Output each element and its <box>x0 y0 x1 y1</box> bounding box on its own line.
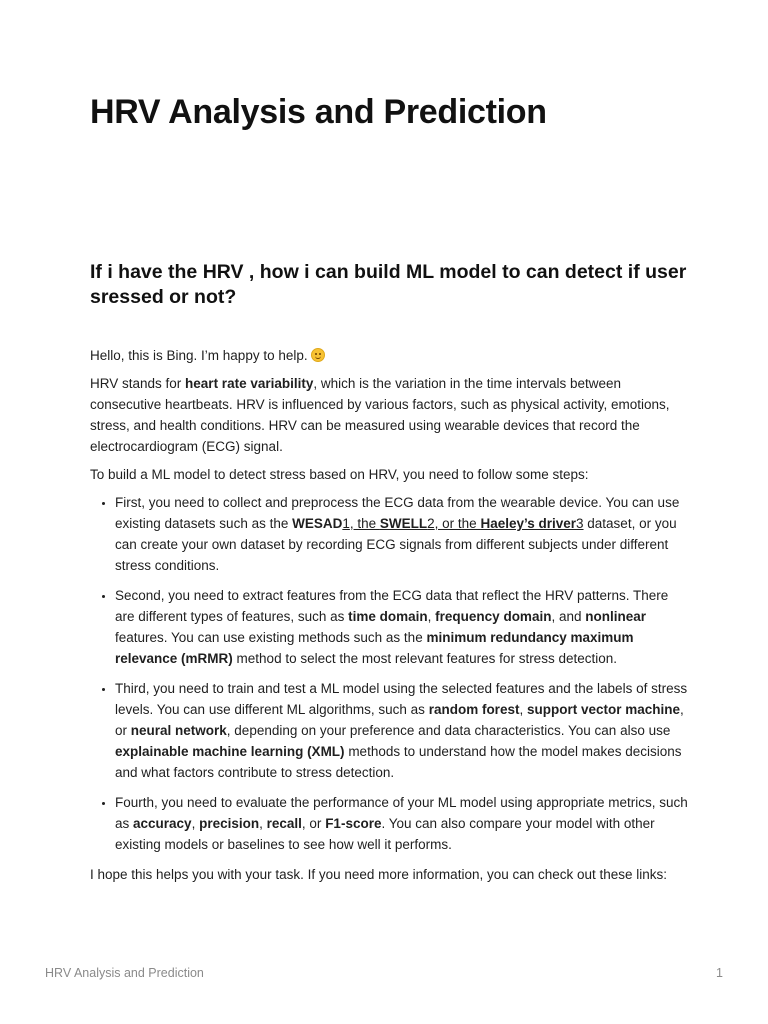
term-time-domain: time domain <box>348 609 428 624</box>
dataset-swell: SWELL <box>379 516 428 531</box>
question-heading: If i have the HRV , how i can build ML model to can detect if user sressed or not? <box>90 261 687 308</box>
step-text: Fourth, you need to evaluate the performance of your ML model using appropriate metrics, such as <box>115 795 688 831</box>
step-text: , <box>427 609 436 624</box>
page-title: HRV Analysis and Prediction <box>90 93 547 131</box>
intro-text: HRV stands for <box>90 376 186 391</box>
link-text: , the <box>349 516 380 531</box>
dataset-wesad: WESAD <box>292 516 343 531</box>
term-svm: support vector machine <box>526 702 681 717</box>
term-neural-network: neural network <box>130 723 227 738</box>
step-item-features <box>115 585 690 669</box>
term-frequency-domain: frequency domain <box>435 609 552 624</box>
step-item-train <box>115 678 690 783</box>
reference-link-2[interactable] <box>350 516 435 531</box>
answer-body <box>90 345 690 892</box>
term-random-forest: random forest <box>428 702 520 717</box>
term-xml: explainable machine learning (XML) <box>115 744 345 759</box>
steps-lead: To build a ML model to detect stress based on HRV, you need to follow some steps: <box>90 467 589 482</box>
footer-title: HRV Analysis and Prediction <box>45 966 204 980</box>
dataset-haeleys-driver: Haeley’s driver <box>480 516 577 531</box>
step-item-evaluate <box>115 792 690 855</box>
intro-paragraph <box>90 373 690 457</box>
step-text: features. You can use existing methods such as the <box>115 630 427 645</box>
step-text: method to select the most relevant features for stress detection. <box>232 651 617 666</box>
term-recall: recall <box>266 816 302 831</box>
greeting-text: Hello, this is Bing. I’m happy to help. <box>90 348 308 363</box>
reference-link-3[interactable] <box>435 516 584 531</box>
step-text: First, you need to collect and preprocess the ECG data from the wearable device. You can use existing datasets such as the <box>115 495 680 531</box>
greeting-paragraph <box>90 345 690 366</box>
smiling-face-icon <box>311 348 325 362</box>
page-number: 1 <box>716 966 723 980</box>
step-text: Second, you need to extract features from the ECG data that reflect the HRV patterns. There are different types of features, such as <box>115 588 669 624</box>
step-text: , depending on your preference and data characteristics. You can also use <box>226 723 671 738</box>
step-text: , and <box>551 609 586 624</box>
reference-link-1[interactable]: 1 <box>342 516 350 531</box>
step-text: , or <box>301 816 326 831</box>
step-text: Third, you need to train and test a ML model using the selected features and the labels of stress levels. You can use different ML algorithms, such as <box>115 681 688 717</box>
step-text: , <box>191 816 200 831</box>
term-precision: precision <box>199 816 260 831</box>
term-accuracy: accuracy <box>133 816 192 831</box>
term-mrmr: minimum redundancy maximum relevance (mRMR) <box>115 630 634 666</box>
step-text: dataset, or you can create your own dataset by recording ECG signals from different subjects under different stress conditions. <box>115 516 677 573</box>
step-text: , <box>259 816 267 831</box>
step-text: methods to understand how the model makes decisions and what factors contribute to stress detection. <box>115 744 682 780</box>
step-text: . You can also compare your model with other existing models or baselines to see how well it performs. <box>115 816 655 852</box>
step-text: , <box>519 702 527 717</box>
link-number: 3 <box>576 516 584 531</box>
term-nonlinear: nonlinear <box>585 609 646 624</box>
link-number: 2 <box>427 516 435 531</box>
step-text: , or <box>115 702 684 738</box>
step-item-collect <box>115 492 690 576</box>
closing-paragraph: I hope this helps you with your task. If you need more information, you can check out these links: <box>90 867 668 882</box>
intro-text: , which is the variation in the time intervals between consecutive heartbeats. HRV is influenced by various factors, such as physical activity, emotions, stress, and health conditions. HRV can be measured using wearable devices that record the electrocardiogram (ECG) signal. <box>90 376 670 454</box>
term-f1-score: F1-score <box>325 816 382 831</box>
link-text: , or the <box>434 516 481 531</box>
intro-term-hrv: heart rate variability <box>185 376 314 391</box>
steps-list <box>90 492 690 855</box>
